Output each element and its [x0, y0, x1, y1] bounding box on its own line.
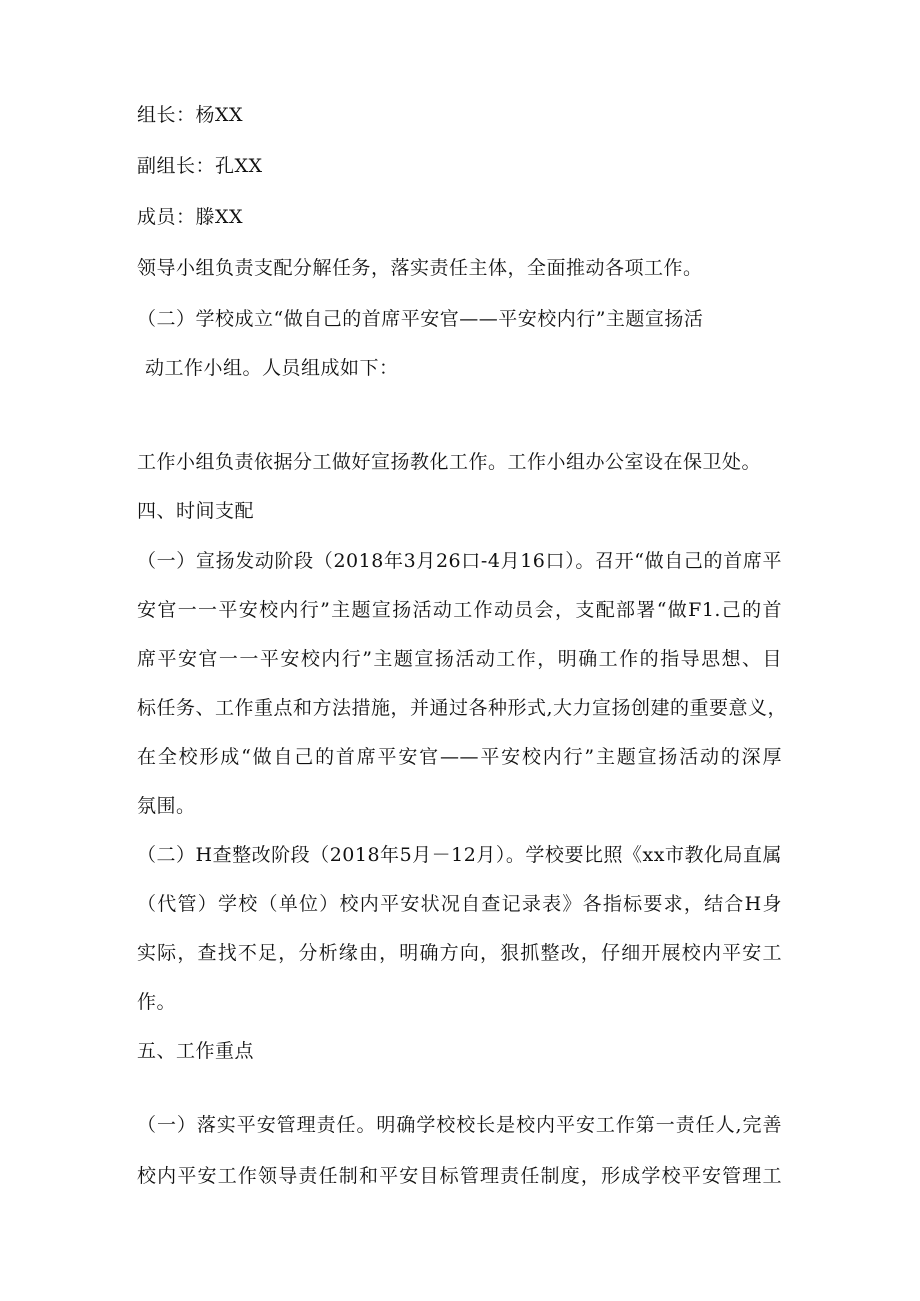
text-line: 作。: [137, 991, 177, 1013]
text-line: 安官一一平安校内行”主题宣扬活动工作动员会，支配部署“做F1.己的首: [137, 599, 782, 621]
text-line: （代管）学校（单位）校内平安状况自查记录表》各指标要求，结合H身: [137, 893, 782, 915]
text-line: 工作小组负责依据分工做好宣扬教化工作。工作小组办公室设在保卫处。: [137, 451, 762, 473]
text-line: 动工作小组。人员组成如下：: [145, 357, 399, 379]
text-line: （二）学校成立“做自己的首席平安官——平安校内行”主题宣扬活: [137, 308, 704, 330]
text-line: （一）落实平安管理责任。明确学校校长是校内平安工作第一责任人,完善: [137, 1114, 782, 1136]
text-line: （二）H查整改阶段（2018年5月－12月）。学校要比照《xx市教化局直属: [137, 844, 782, 866]
text-line: 在全校形成“做自己的首席平安官——平安校内行”主题宣扬活动的深厚: [137, 746, 782, 768]
section-heading: 五、工作重点: [137, 1040, 255, 1062]
text-line: 校内平安工作领导责任制和平安目标管理责任制度，形成学校平安管理工: [137, 1165, 782, 1187]
text-line: 实际，查找不足，分析缘由，明确方向，狠抓整改，仔细开展校内平安工: [137, 942, 782, 964]
text-line: （一）宣扬发动阶段（2018年3月26口-4月16口）。召开“做自己的首席平: [137, 550, 782, 572]
text-line: 成员：滕XX: [137, 206, 244, 228]
text-line: 标任务、工作重点和方法措施，并通过各种形式,大力宣扬创建的重要意义，: [137, 697, 788, 719]
text-line: 副组长：孔XX: [137, 155, 263, 177]
text-line: 组长：杨XX: [137, 104, 244, 126]
text-line: 氛围。: [137, 795, 196, 817]
section-heading: 四、时间支配: [137, 500, 255, 522]
text-line: 席平安官一一平安校内行”主题宣扬活动工作，明确工作的指导思想、目: [137, 648, 782, 670]
text-line: 领导小组负责支配分解任务，落实责任主体，全面推动各项工作。: [137, 257, 703, 279]
